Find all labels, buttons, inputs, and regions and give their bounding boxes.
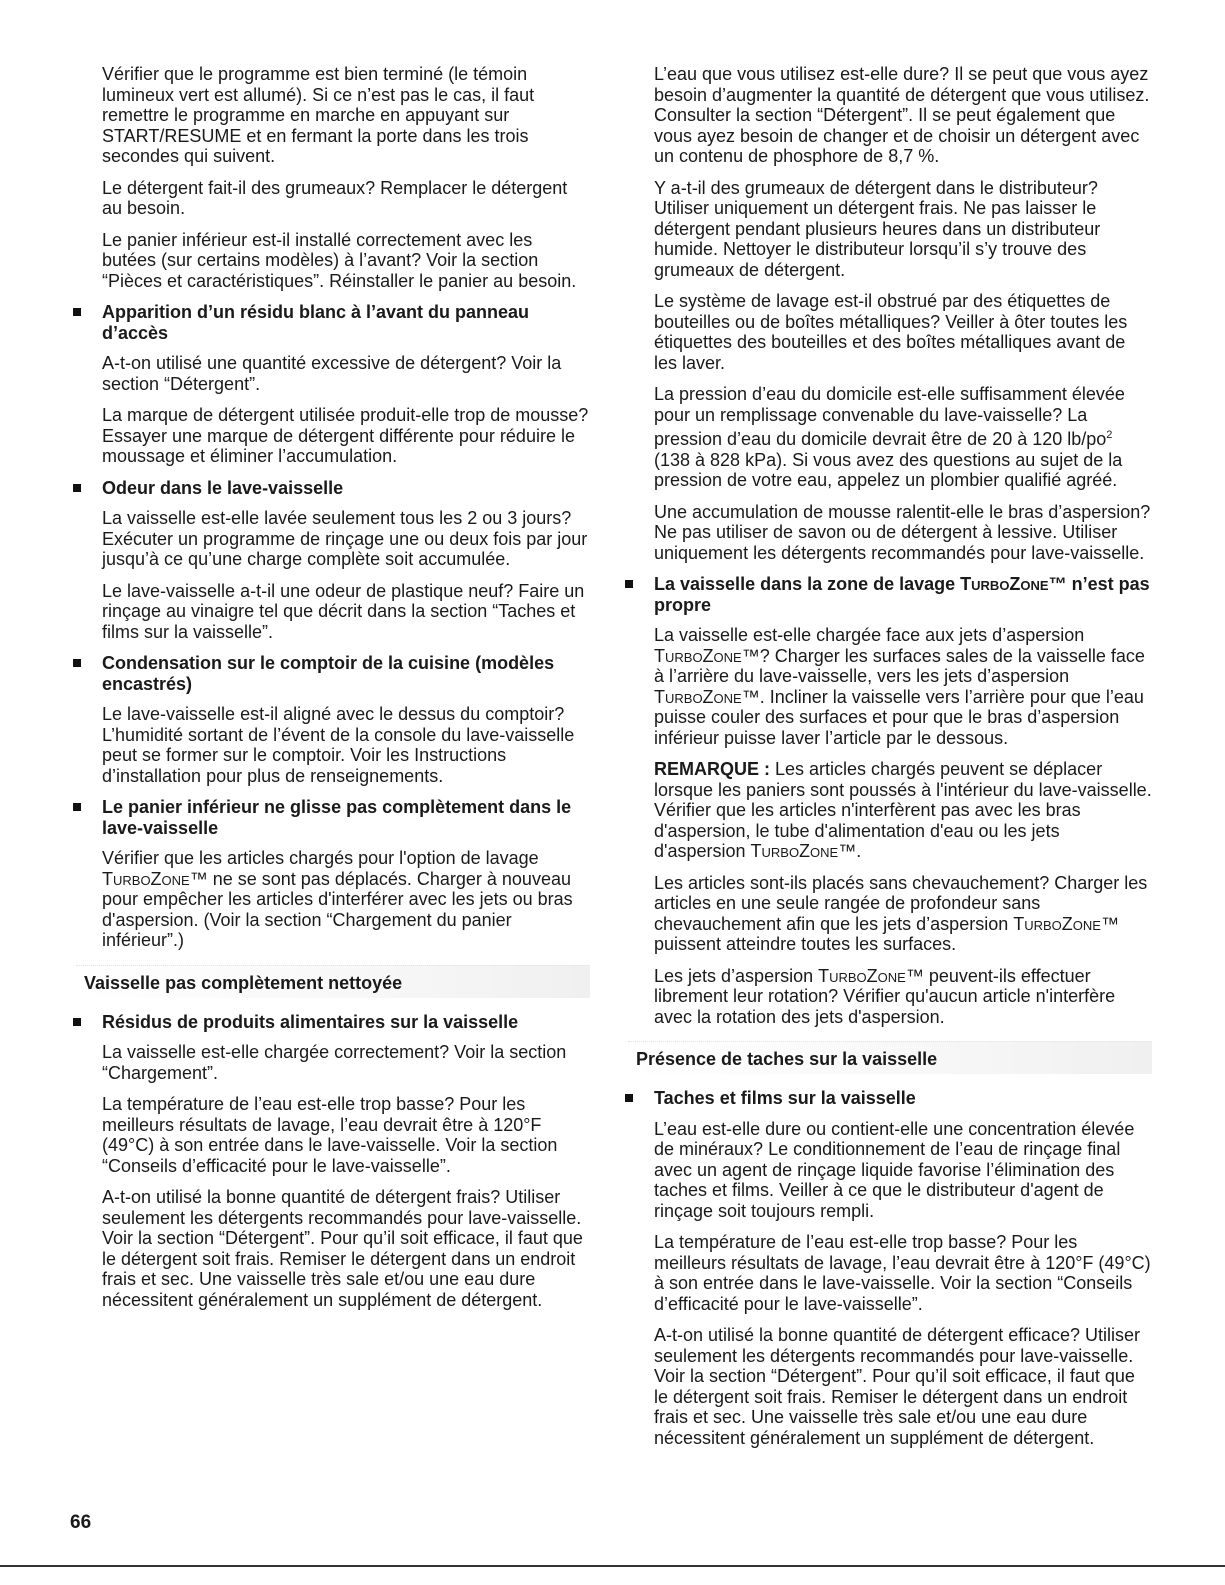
bullet-heading-text: Taches et films sur la vaisselle [654,1088,916,1108]
bullet-heading-text: Odeur dans le lave-vaisselle [102,477,344,498]
bullet-heading [102,302,590,343]
text-run: Vérifier que les articles chargés pour l'option de lavage [102,848,539,868]
bullet-heading-text: n’est pas propre [654,574,1150,615]
text-run: . Incliner la vaisselle vers l’arrière pour que l’eau puisse couler des surfaces et pour que le bras d’aspersion inférieur puisse laver l’article par le dessous. [654,686,1144,748]
bullet-heading [102,797,590,838]
paragraph: A-t-on utilisé la bonne quantité de détergent efficace? Utiliser seulement les détergents recommandés pour lave-vaisselle. Voir la section “Détergent”. Pour qu’il soit efficace, il faut que le détergent soit frais. Remiser le détergent dans un endroit frais et sec. Une vaisselle très sale et/ou une eau dure nécessitent généralement un supplément de détergent. [654,1325,1140,1448]
paragraph: La vaisselle est-elle lavée seulement tous les 2 ou 3 jours? Exécuter un programme de rinçage une ou deux fois par jour jusqu’à ce qu’une charge complète soit accumulée. [102,508,588,569]
turbozone-text: TurboZone™ [654,686,760,707]
right-column [622,64,1152,1459]
text-run: La vaisselle est-elle chargée face aux jets d’aspersion [654,625,1085,645]
text-run: (138 à 828 kPa). Si vous avez des questions au sujet de la pression de votre eau, appelez un plombier qualifié agréé. [654,449,1123,490]
text-run: puissent atteindre toutes les surfaces. [654,934,957,954]
turbozone-text: TurboZone™ [1013,913,1119,934]
paragraph: La vaisselle est-elle chargée correctement? Voir la section “Chargement”. [102,1042,567,1083]
paragraph: A-t-on utilisé la bonne quantité de détergent frais? Utiliser seulement les détergents recommandés pour lave-vaisselle. Voir la section “Détergent”. Pour qu’il soit efficace, il faut que le détergent soit frais. Remiser le détergent dans un endroit frais et sec. Une vaisselle très sale et/ou une eau dure nécessitent généralement un supplément de détergent. [102,1187,583,1310]
bullet-heading [102,1012,590,1033]
bullet-heading [102,653,590,694]
section-heading: Présence de taches sur la vaisselle [628,1041,1152,1074]
paragraph: Le panier inférieur est-il installé correctement avec les butées (sur certains modèles) à l’avant? Voir la section “Pièces et caractéristiques”. Réinstaller le panier au besoin. [102,229,577,291]
text-run: Les articles chargés peuvent se déplacer lorsque les paniers sont poussés à l'intérieur du lave-vaisselle. Vérifier que les articles n'interfèrent pas avec les bras d'aspersion, le tube d'alimentation d'eau ou les jets d'aspersion [654,759,1152,861]
bullet-heading [654,574,1152,615]
bullet-square-icon [73,803,81,811]
bullet-heading-text: Résidus de produits alimentaires sur la vaisselle [102,1011,519,1032]
turbozone-text: TurboZone™ [102,868,208,889]
paragraph: Le lave-vaisselle a-t-il une odeur de plastique neuf? Faire un rinçage au vinaigre tel que décrit dans la section “Taches et films sur la vaisselle”. [102,580,585,642]
paragraph: L’eau que vous utilisez est-elle dure? Il se peut que vous ayez besoin d’augmenter la quantité de détergent que vous utilisez. Consulter la section “Détergent”. Il se peut également que vous ayez besoin de changer et de choisir un détergent avec un contenu de phosphore de 8,7 %. [654,64,1150,166]
bullet-square-icon [73,484,81,492]
turbozone-text: TurboZone™ [654,645,760,666]
bullet-heading-text: Le panier inférieur ne glisse pas complètement dans le lave-vaisselle [102,797,572,838]
turbozone-text: TurboZone™ [750,841,857,861]
bullet-heading-text: La vaisselle dans la zone de lavage [654,574,961,594]
bullet-heading-text: Condensation sur le comptoir de la cuisine (modèles encastrés) [102,653,555,694]
text-run: . [856,841,862,861]
bullet-heading [102,478,590,499]
paragraph [654,966,1152,1028]
paragraph: La température de l’eau est-elle trop basse? Pour les meilleurs résultats de lavage, l’eau devrait être à 120°F (49°C) à son entrée dans le lave-vaisselle. Voir la section “Conseils d’efficacité pour le lave-vaisselle”. [654,1232,1151,1314]
bullet-heading-text: Apparition d’un résidu blanc à l’avant du panneau d’accès [102,302,530,343]
superscript: 2 [1106,429,1113,441]
paragraph: Une accumulation de mousse ralentit-elle le bras d’aspersion? Ne pas utiliser de savon ou de détergent à lessive. Utiliser uniquement les détergents recommandés pour lave-vaisselle. [654,501,1151,563]
paragraph [654,384,1152,491]
paragraph [654,625,1152,748]
turbozone-text: TurboZone™ [960,574,1067,594]
paragraph: Vérifier que le programme est bien terminé (le témoin lumineux vert est allumé). Si ce n’est pas le cas, il faut remettre le programme en marche en appuyant sur START/RESUME et en fermant la porte dans les trois secondes qui suivent. [102,64,535,166]
paragraph: Le lave-vaisselle est-il aligné avec le dessus du comptoir? L’humidité sortant de l’évent de la console du lave-vaisselle peut se former sur le comptoir. Voir les Instructions d’installation pour plus de renseignements. [102,704,575,786]
paragraph [654,873,1152,955]
text-run: Les articles sont-ils placés sans chevauchement? Charger les articles en une seule rangée de profondeur sans chevauchement afin que les jets d’aspersion [654,872,1148,934]
text-run: Les jets d’aspersion [654,965,819,986]
paragraph [654,759,1152,862]
paragraph: Y a-t-il des grumeaux de détergent dans le distributeur? Utiliser uniquement un détergent frais. Ne pas laisser le détergent pendant plusieurs heures dans un distributeur humide. Nettoyer le distributeur lorsqu’il s’y trouve des grumeaux de détergent. [654,177,1101,280]
bullet-square-icon [625,1094,633,1102]
text-run: ne se sont pas déplacés. Charger à nouveau pour empêcher les articles d'interférer avec les jets ou bras d'aspersion. (Voir la section “Chargement du panier inférieur”.) [102,868,573,950]
bullet-square-icon [73,308,81,316]
bottom-rule [0,1565,1225,1567]
bullet-square-icon [73,659,81,667]
paragraph [102,848,590,951]
paragraph: La température de l’eau est-elle trop basse? Pour les meilleurs résultats de lavage, l’eau devrait être à 120°F (49°C) à son entrée dans le lave-vaisselle. Voir la section “Conseils d’efficacité pour le lave-vaisselle”. [102,1094,558,1176]
paragraph: L’eau est-elle dure ou contient-elle une concentration élevée de minéraux? Le conditionnement de l’eau de rinçage final avec un agent de rinçage liquide favorise l’élimination des taches et films. Veiller à ce que le distributeur d'agent de rinçage soit toujours rempli. [654,1118,1135,1221]
bullet-heading [654,1088,1152,1109]
text-run: La pression d’eau du domicile est-elle suffisamment élevée pour un remplissage convenable du lave-vaisselle? La pression d’eau du domicile devrait être de 20 à 120 lb/po [654,384,1125,449]
paragraph: Le système de lavage est-il obstrué par des étiquettes de bouteilles ou de boîtes métalliques? Veiller à ôter toutes les étiquettes des bouteilles et des boîtes métalliques avant de les laver. [654,291,1128,373]
paragraph: Le détergent fait-il des grumeaux? Remplacer le détergent au besoin. [102,177,568,218]
text-run: ? Charger les surfaces sales de la vaisselle face à l’arrière du lave-vaisselle, vers les jets d’aspersion [654,645,1145,686]
bullet-square-icon [73,1018,81,1026]
text-run: peuvent-ils effectuer librement leur rotation? Vérifier qu'aucun article n'interfère avec la rotation des jets d'aspersion. [654,965,1116,1027]
remarque-label: REMARQUE : [654,759,770,779]
turbozone-text: TurboZone™ [818,965,924,986]
left-column [70,64,590,1321]
bullet-square-icon [625,580,633,588]
paragraph: La marque de détergent utilisée produit-elle trop de mousse? Essayer une marque de détergent différente pour réduire le moussage et éliminer l’accumulation. [102,405,589,466]
section-heading: Vaisselle pas complètement nettoyée [76,965,590,998]
paragraph: A-t-on utilisé une quantité excessive de détergent? Voir la section “Détergent”. [102,353,562,394]
page-number: 66 [70,1512,92,1533]
